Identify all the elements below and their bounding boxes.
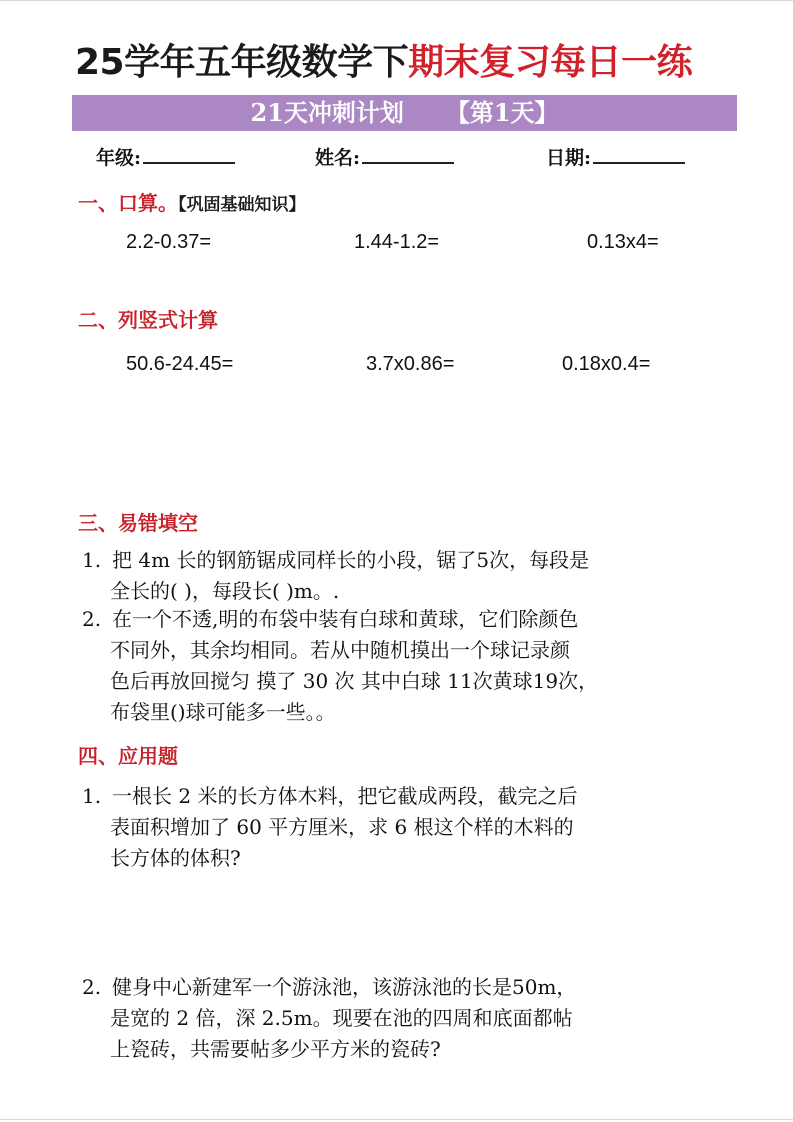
page-title: [75, 34, 735, 92]
mental-math-item: 1.44-1.2=: [354, 231, 440, 253]
date-blank[interactable]: [593, 146, 685, 164]
plan-banner: [72, 95, 737, 131]
question-line: 长方体的体积?: [110, 846, 241, 870]
question-line: 全长的( )，每段长( )m。.: [110, 579, 340, 603]
question-line: 布袋里()球可能多一些。。: [110, 700, 336, 724]
question-line: 色后再放回搅匀 摸了 30 次 其中白球 11次黄球19次，: [110, 669, 599, 693]
question-line: 在一个不透,明的布袋中装有白球和黄球，它们除颜色: [112, 607, 579, 631]
question-line: 一根长 2 米的长方体木料，把它截成两段，截完之后: [112, 784, 578, 808]
banner-plan-text: 21天冲刺计划: [250, 98, 404, 127]
question-line: 上瓷砖，共需要帖多少平方米的瓷砖?: [110, 1037, 441, 1061]
grade-field: [96, 143, 235, 173]
vertical-calc-item: 0.18x0.4=: [562, 353, 651, 375]
name-field: [315, 143, 454, 173]
question-line: 把 4m 长的钢筋锯成同样长的小段，锯了5次，每段是: [112, 548, 590, 572]
question-line: 表面积增加了 60 平方厘米，求 6 根这个样的木料的: [110, 815, 574, 839]
question-line: 不同外，其余均相同。若从中随机摸出一个球记录颜: [110, 638, 570, 662]
question-line: 是宽的 2 倍，深 2.5m。现要在池的四周和底面都帖: [110, 1006, 573, 1030]
section-3-title: 三、易错填空: [78, 511, 198, 535]
top-divider: [0, 0, 793, 1]
name-label: 姓名:: [315, 147, 361, 169]
section-mental-math-heading: [78, 187, 306, 219]
question-number: 2.: [82, 975, 102, 999]
title-grade-part: 25学年五年级数学下: [75, 42, 409, 83]
section-2-title: 二、列竖式计算: [78, 308, 218, 332]
section-application-heading: [78, 740, 178, 772]
grade-label: 年级:: [96, 147, 142, 169]
fill-blank-question-1: [82, 545, 732, 607]
date-field: [546, 143, 685, 173]
fill-blank-question-2: [82, 604, 732, 728]
section-4-title: 四、应用题: [78, 744, 178, 768]
question-number: 1.: [82, 548, 102, 572]
date-label: 日期:: [546, 147, 592, 169]
title-highlight-part: 期末复习每日一练: [408, 42, 693, 83]
section-1-note: 【巩固基础知识】: [178, 195, 306, 215]
application-question-1: [82, 781, 732, 874]
banner-day-text: 【第1天】: [445, 98, 559, 127]
grade-blank[interactable]: [143, 146, 235, 164]
section-fill-blank-heading: [78, 507, 198, 539]
application-question-2: [82, 972, 732, 1065]
name-blank[interactable]: [362, 146, 454, 164]
bottom-divider: [0, 1119, 793, 1120]
question-number: 2.: [82, 607, 102, 631]
section-vertical-calc-heading: [78, 304, 218, 336]
question-line: 健身中心新建军一个游泳池，该游泳池的长是50m，: [112, 975, 577, 999]
question-number: 1.: [82, 784, 102, 808]
section-1-title: 一、口算。: [78, 191, 178, 215]
vertical-calc-item: 50.6-24.45=: [126, 353, 234, 375]
vertical-calc-item: 3.7x0.86=: [366, 353, 455, 375]
mental-math-item: 2.2-0.37=: [126, 231, 212, 253]
mental-math-item: 0.13x4=: [587, 231, 659, 253]
